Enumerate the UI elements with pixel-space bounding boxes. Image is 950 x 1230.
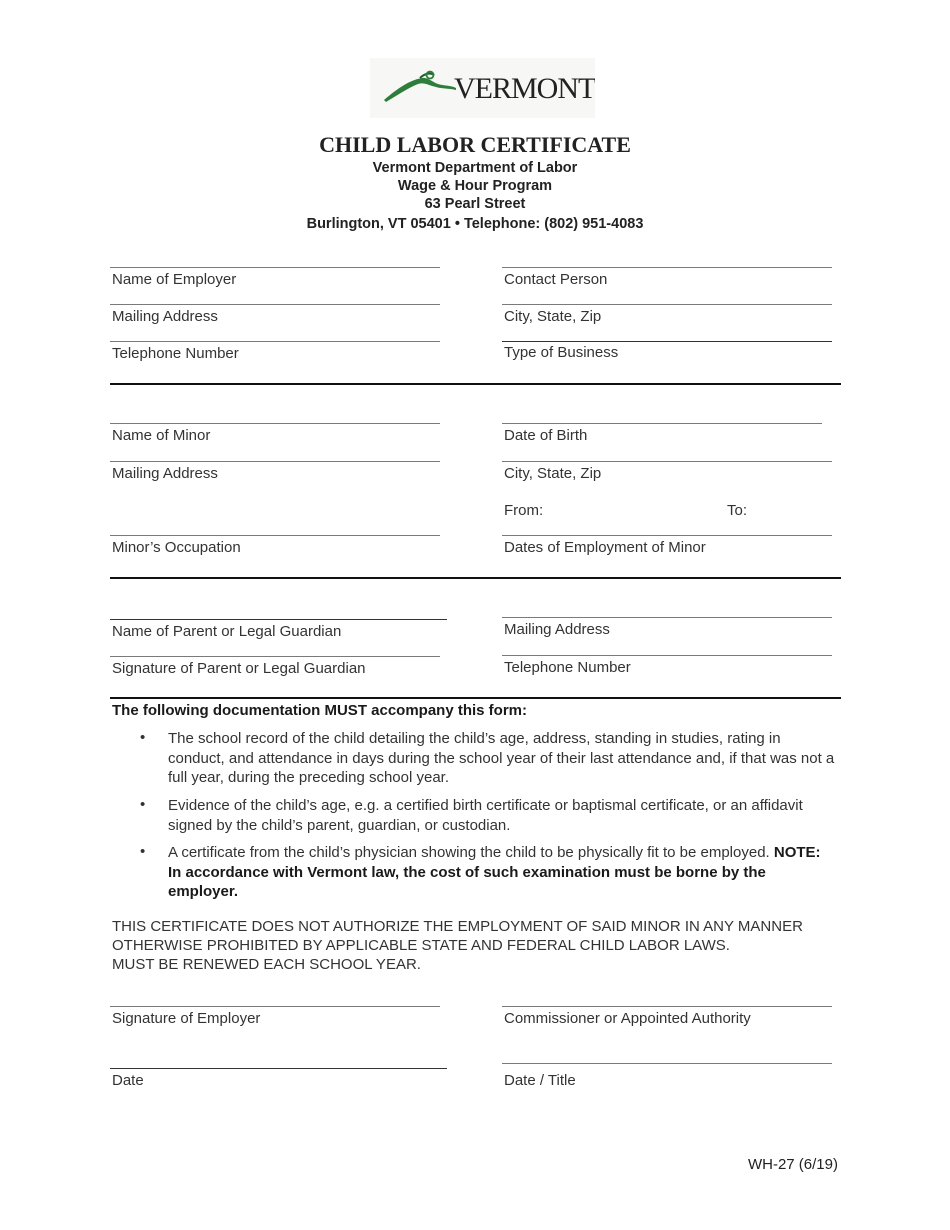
dob-label: Date of Birth	[504, 427, 588, 444]
disclaimer-line: OTHERWISE PROHIBITED BY APPLICABLE STATE AND FEDERAL CHILD LABOR LAWS.	[112, 937, 730, 954]
documentation-item-text: A certificate from the child’s physician showing the child to be physically fit to be employed.	[168, 844, 770, 861]
business-type-line[interactable]	[502, 341, 832, 342]
minor-city-label: City, State, Zip	[504, 465, 602, 482]
department-name: Vermont Department of Labor	[372, 160, 578, 176]
employer-phone-line[interactable]	[110, 341, 440, 342]
minor-city-line[interactable]	[502, 461, 832, 462]
bullet-icon: •	[140, 843, 146, 860]
parent-mailing-label: Mailing Address	[504, 621, 610, 638]
employer-mailing-line[interactable]	[110, 304, 440, 305]
to-label: To:	[727, 502, 748, 519]
occupation-line[interactable]	[110, 535, 440, 536]
cost-note: NOTE: In accordance with Vermont law, the cost of such examination must be borne by the employer.	[168, 844, 821, 900]
documentation-item: Evidence of the child’s age, e.g. a certified birth certificate or baptismal certificate, or an affidavit signed by the child’s parent, guardian, or custodian.	[168, 797, 803, 834]
parent-name-label: Name of Parent or Legal Guardian	[112, 623, 342, 640]
section-divider	[110, 577, 841, 579]
street-address: 63 Pearl Street	[424, 196, 526, 212]
commissioner-signature-line[interactable]	[502, 1006, 832, 1007]
section-divider	[110, 383, 841, 385]
commissioner-signature-label: Commissioner or Appointed Authority	[504, 1010, 751, 1027]
logo-wordmark: VERMONT	[454, 72, 595, 105]
contact-person-line[interactable]	[502, 267, 832, 268]
employment-dates-label: Dates of Employment of Minor	[504, 539, 706, 556]
parent-phone-line[interactable]	[502, 655, 832, 656]
employer-mailing-label: Mailing Address	[112, 308, 218, 325]
employer-signature-line[interactable]	[110, 1006, 440, 1007]
disclaimer-line: THIS CERTIFICATE DOES NOT AUTHORIZE THE EMPLOYMENT OF SAID MINOR IN ANY MANNER	[112, 918, 803, 935]
from-label: From:	[504, 502, 544, 519]
parent-signature-label: Signature of Parent or Legal Guardian	[112, 660, 366, 677]
employer-name-label: Name of Employer	[112, 271, 237, 288]
bullet-icon: •	[140, 729, 146, 746]
date-title-label: Date / Title	[504, 1072, 576, 1089]
employer-name-line[interactable]	[110, 267, 440, 268]
city-phone: Burlington, VT 05401 • Telephone: (802) 951-4083	[306, 216, 644, 232]
date-line[interactable]	[110, 1068, 447, 1069]
minor-name-label: Name of Minor	[112, 427, 211, 444]
employer-city-line[interactable]	[502, 304, 832, 305]
documentation-heading: The following documentation MUST accompany this form:	[112, 702, 528, 719]
documentation-item: The school record of the child detailing the child’s age, address, standing in studies, rating in conduct, and attendance in days during the school year of their last attendance and, if that was not a full year, during the preceding school year.	[168, 730, 835, 786]
minor-mailing-label: Mailing Address	[112, 465, 218, 482]
parent-signature-line[interactable]	[110, 656, 440, 657]
page-title: CHILD LABOR CERTIFICATE	[319, 132, 631, 157]
vermont-logo	[370, 58, 595, 118]
parent-mailing-line[interactable]	[502, 617, 832, 618]
program-name: Wage & Hour Program	[397, 178, 553, 194]
minor-mailing-line[interactable]	[110, 461, 440, 462]
section-divider	[110, 697, 841, 699]
date-label: Date	[112, 1072, 144, 1089]
parent-name-line[interactable]	[110, 619, 447, 620]
occupation-label: Minor’s Occupation	[112, 539, 241, 556]
employer-signature-label: Signature of Employer	[112, 1010, 261, 1027]
form-number: WH-27 (6/19)	[747, 1156, 838, 1173]
parent-phone-label: Telephone Number	[504, 659, 631, 676]
bullet-icon: •	[140, 796, 146, 813]
contact-person-label: Contact Person	[504, 271, 608, 288]
dob-line[interactable]	[502, 423, 822, 424]
renewal-notice: MUST BE RENEWED EACH SCHOOL YEAR.	[112, 956, 421, 973]
date-title-line[interactable]	[502, 1063, 832, 1064]
employer-phone-label: Telephone Number	[112, 345, 239, 362]
documentation-item	[168, 843, 838, 902]
employer-city-label: City, State, Zip	[504, 308, 602, 325]
employment-dates-line[interactable]	[502, 535, 832, 536]
business-type-label: Type of Business	[504, 344, 619, 361]
minor-name-line[interactable]	[110, 423, 440, 424]
